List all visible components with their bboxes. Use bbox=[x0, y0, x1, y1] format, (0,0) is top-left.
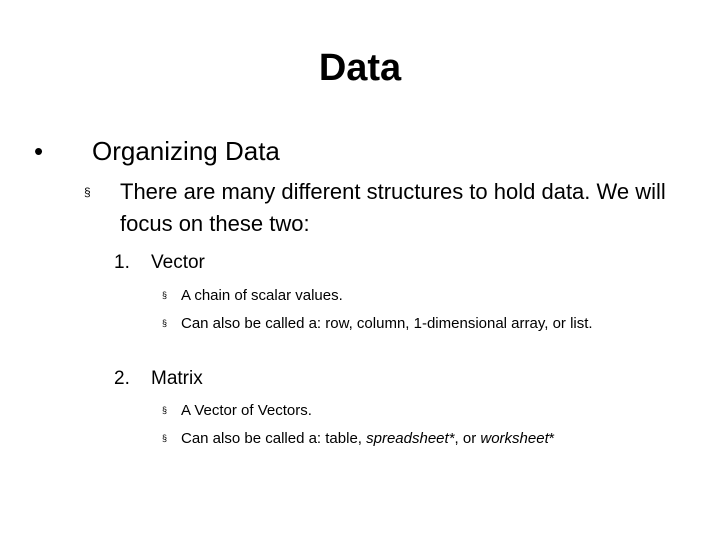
italic-term-spreadsheet: spreadsheet* bbox=[366, 430, 455, 447]
section-bullet-icon: § bbox=[162, 433, 168, 443]
sub-bullet-text bbox=[181, 426, 661, 451]
section-bullet-icon: § bbox=[162, 290, 168, 300]
numbered-item-vector bbox=[114, 250, 205, 276]
item-label: Matrix bbox=[151, 368, 203, 389]
item-number: 2. bbox=[114, 368, 130, 389]
bullet-text: Organizing Data bbox=[92, 136, 280, 166]
section-bullet-icon: § bbox=[162, 405, 168, 415]
italic-term-worksheet: worksheet bbox=[480, 430, 549, 447]
text-part: Can also be called a: table, bbox=[181, 430, 367, 447]
bullet-text: There are many different structures to hold data. We will focus on these two: bbox=[120, 179, 666, 236]
section-bullet-icon: § bbox=[162, 318, 168, 328]
numbered-item-matrix bbox=[114, 366, 203, 392]
sub-bullet-text: A chain of scalar values. bbox=[181, 287, 343, 304]
asterisk: * bbox=[548, 430, 555, 447]
text-part: , or bbox=[454, 430, 481, 447]
slide-title: Data bbox=[318, 47, 402, 89]
item-label: Vector bbox=[151, 252, 205, 273]
section-bullet-icon: § bbox=[84, 185, 91, 199]
round-bullet-icon: • bbox=[34, 136, 44, 166]
sub-bullet-text: A Vector of Vectors. bbox=[181, 402, 312, 419]
item-number: 1. bbox=[114, 252, 130, 273]
sub-bullet-text: Can also be called a: row, column, 1-dimensional array, or list. bbox=[181, 315, 593, 332]
